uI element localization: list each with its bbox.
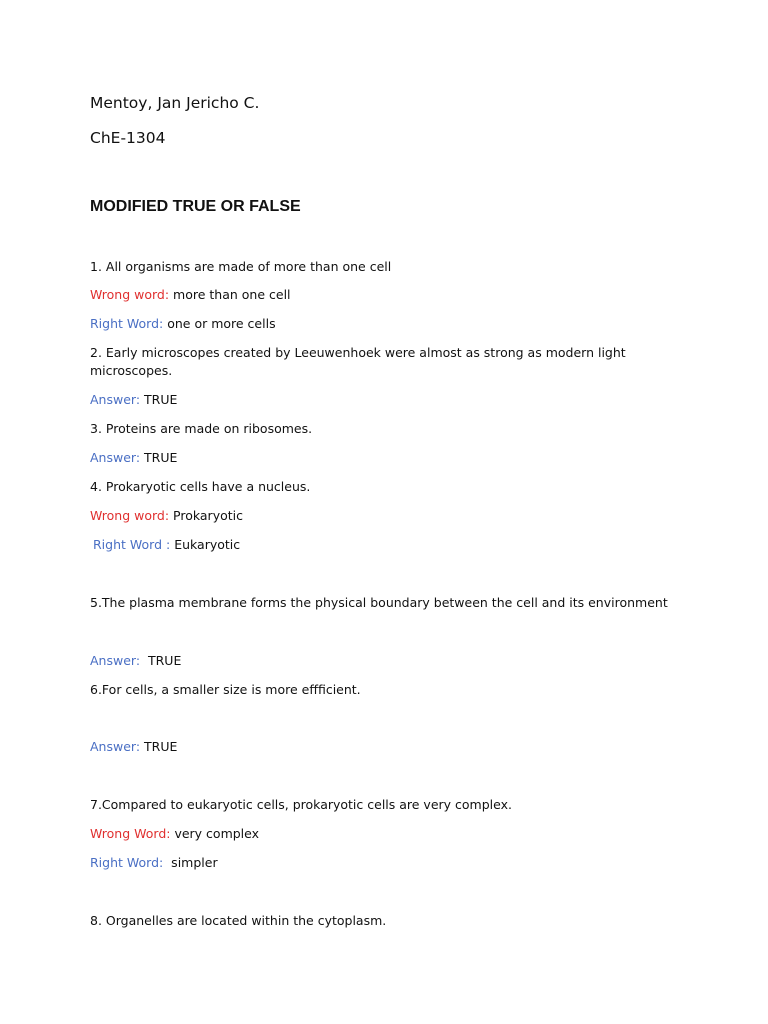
question-6: 6.For cells, a smaller size is more effficient. <box>90 682 361 697</box>
right-word-value: one or more cells <box>163 316 276 331</box>
question-5-answer <box>90 652 181 670</box>
question-1-right-word <box>90 315 276 333</box>
question-3-answer <box>90 449 177 467</box>
answer-label: Answer: <box>90 653 141 668</box>
question-7: 7.Compared to eukaryotic cells, prokaryotic cells are very complex. <box>90 797 512 812</box>
answer-value: TRUE <box>140 653 182 668</box>
question-1: 1. All organisms are made of more than one cell <box>90 259 392 274</box>
page-heading: MODIFIED TRUE OR FALSE <box>90 198 301 215</box>
course-section: ChE-1304 <box>90 129 166 147</box>
student-name: Mentoy, Jan Jericho C. <box>90 94 260 112</box>
right-word-value: Eukaryotic <box>170 537 241 552</box>
question-1-wrong-word <box>90 286 291 304</box>
answer-label: Answer: <box>90 392 141 407</box>
answer-label: Answer: <box>90 739 141 754</box>
answer-label: Answer: <box>90 450 141 465</box>
right-word-value: simpler <box>163 855 218 870</box>
question-8: 8. Organelles are located within the cytoplasm. <box>90 913 387 928</box>
wrong-word-label: Wrong Word: <box>90 826 171 841</box>
wrong-word-value: very complex <box>170 826 260 841</box>
wrong-word-value: Prokaryotic <box>169 508 243 523</box>
question-6-answer <box>90 738 177 756</box>
question-3: 3. Proteins are made on ribosomes. <box>90 421 313 436</box>
question-4: 4. Prokaryotic cells have a nucleus. <box>90 479 311 494</box>
wrong-word-label: Wrong word: <box>90 287 170 302</box>
right-word-label: Right Word : <box>93 537 171 552</box>
wrong-word-value: more than one cell <box>169 287 291 302</box>
answer-value: TRUE <box>140 739 178 754</box>
wrong-word-label: Wrong word: <box>90 508 170 523</box>
document-page <box>90 0 730 1024</box>
question-4-wrong-word <box>90 507 243 525</box>
question-4-right-word <box>93 536 240 554</box>
question-7-right-word <box>90 854 218 872</box>
question-2-answer <box>90 391 177 409</box>
question-5: 5.The plasma membrane forms the physical boundary between the cell and its environment <box>90 595 668 610</box>
right-word-label: Right Word: <box>90 316 164 331</box>
answer-value: TRUE <box>140 450 178 465</box>
question-2: 2. Early microscopes created by Leeuwenhoek were almost as strong as modern light microscopes. <box>90 345 626 378</box>
right-word-label: Right Word: <box>90 855 164 870</box>
answer-value: TRUE <box>140 392 178 407</box>
question-7-wrong-word <box>90 825 259 843</box>
